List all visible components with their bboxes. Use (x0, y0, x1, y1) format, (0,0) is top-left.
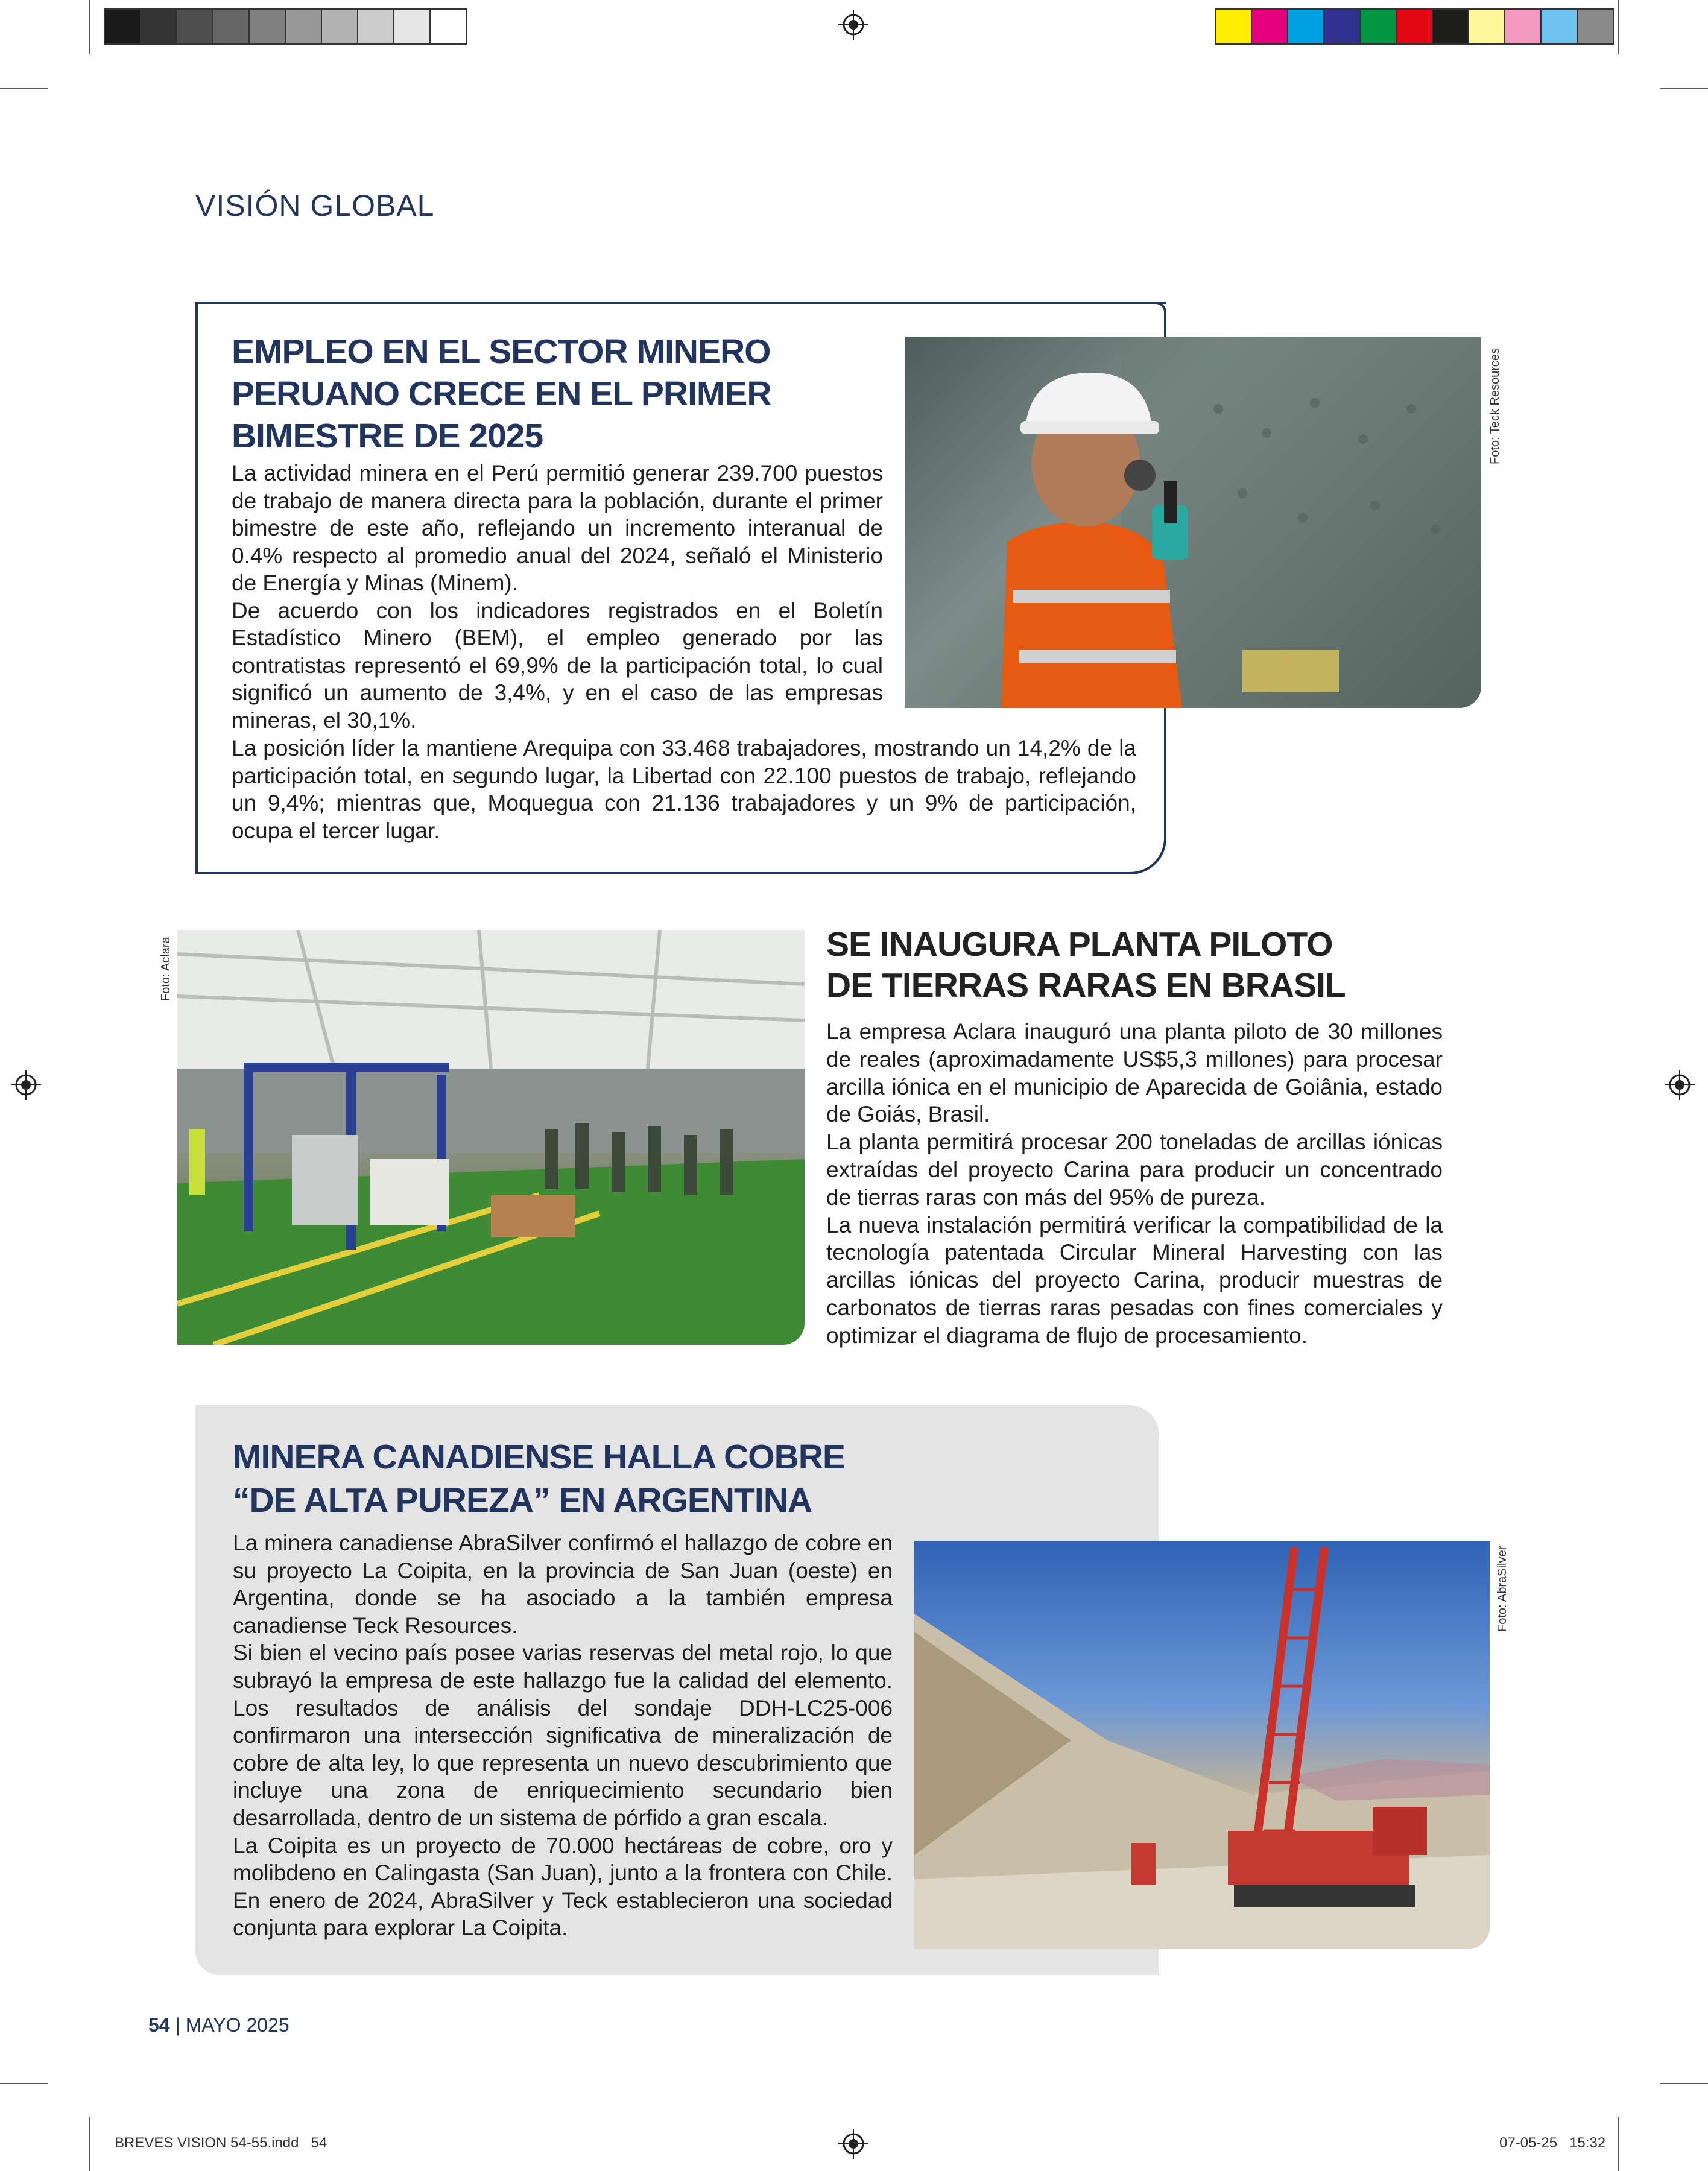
article2-photo-credit: Foto: Aclara (159, 937, 172, 1001)
registration-mark-icon (838, 10, 868, 40)
crop-mark (0, 88, 48, 89)
crop-mark (1660, 2083, 1708, 2084)
article2-title (826, 924, 1460, 1006)
crop-mark (89, 0, 90, 54)
article2-paragraph: La planta permitirá procesar 200 toneladas de arcillas iónicas extraídas del proyecto Carina para producir un concentrado de tierras raras con más del 95% de pureza. (826, 1130, 1443, 1210)
article1-paragraph: La posición líder la mantiene Arequipa con 33.468 trabajadores, mostrando un 14,2% de la participación total, en segundo lugar, la Libertad con 22.100 puestos de trabajo, reflejando un 9,4%; mientras que, Moquegua con 21.136 trabajadores y un 9% de participación, ocupa el tercer lugar. (232, 736, 1136, 843)
drill-rig-photo-illustration (914, 1541, 1490, 1949)
print-timestamp: 07-05-25 15:32 (1499, 2135, 1606, 2151)
registration-mark-icon (11, 1070, 41, 1100)
article2-body (826, 1018, 1443, 1350)
crop-mark (1618, 0, 1619, 54)
article1-photo-credit: Foto: Teck Resources (1488, 347, 1502, 464)
color-swatch (1397, 10, 1433, 43)
crop-mark (1618, 2117, 1619, 2171)
color-swatch (1324, 10, 1361, 43)
footer-separator: | (175, 2014, 180, 2036)
article3-paragraph: Si bien el vecino país posee varias reservas del metal rojo, lo que subrayó la empresa de este hallazgo fue la calidad del elemento. Los resultados de análisis del sondaje DDH-LC25-006 confirmaron una intersección significativa de mineralización de cobre de alta ley, lo que representa un nuevo descubrimiento que incluye una zona de enriquecimiento secundario bien desarrollada, dentro de un sistema de pórfido a gran escala. (233, 1640, 893, 1830)
article3-photo-drill-rig (914, 1541, 1490, 1949)
article3-title (233, 1435, 957, 1522)
color-swatch (1252, 10, 1288, 43)
section-label: VISIÓN GLOBAL (195, 189, 435, 223)
article2-paragraph: La empresa Aclara inauguró una planta piloto de 30 millones de reales (aproximadamente US$5,3 millones) para procesar arcilla iónica en el municipio de Aparecida de Goiânia, estado de Goiás, Brasil. (826, 1019, 1443, 1127)
article1-frame-left (195, 302, 198, 874)
color-calibration-bar (1215, 8, 1614, 45)
color-swatch (1505, 10, 1542, 43)
color-swatch (1433, 10, 1469, 43)
gray-swatch (214, 10, 250, 43)
article3-paragraph: La Coipita es un proyecto de 70.000 hectáreas de cobre, oro y molibdeno en Calingasta (San Juan), junto a la frontera con Chile. En enero de 2024, AbraSilver y Teck establecieron una sociedad conjunta para explorar La Coipita. (233, 1833, 893, 1941)
gray-swatch (286, 10, 322, 43)
article3-body (233, 1529, 893, 1942)
article1-title (232, 330, 895, 457)
crop-mark (0, 2083, 48, 2084)
plant-photo-illustration (177, 930, 805, 1345)
color-swatch (1578, 10, 1613, 43)
page-number: 54 (148, 2014, 170, 2036)
issue-date: MAYO 2025 (185, 2014, 289, 2036)
article1-title-line: PERUANO CRECE EN EL PRIMER (232, 374, 771, 413)
article3-title-line: “DE ALTA PUREZA” EN ARGENTINA (233, 1481, 812, 1520)
article2-paragraph: La nueva instalación permitirá verificar la compatibilidad de la tecnología patentada Circular Mineral Harvesting con las arcillas iónicas del proyecto Carina, producir muestras de carbonatos de tierras raras pesadas con fines comerciales y optimizar el diagrama de flujo de procesamiento. (826, 1212, 1443, 1348)
gray-swatch (141, 10, 177, 43)
article3-paragraph: La minera canadiense AbraSilver confirmó el hallazgo de cobre en su proyecto La Coipita, en la provincia de San Juan (oeste) en Argentina, donde se ha asociado a la también empresa canadiense Teck Resources. (233, 1531, 893, 1638)
gray-swatch (105, 10, 141, 43)
article1-body-top (232, 460, 883, 734)
article1-paragraph: De acuerdo con los indicadores registrados en el Boletín Estadístico Minero (BEM), el empleo generado por las contratistas representó el 69,9% de la participación total, lo cual significó un aumento de 3,4%, y en el caso de las empresas mineras, el 30,1%. (232, 598, 883, 733)
gray-swatch (250, 10, 286, 43)
gray-swatch (177, 10, 214, 43)
print-slug: BREVES VISION 54-55.indd 54 (115, 2135, 327, 2151)
gray-swatch (322, 10, 358, 43)
crop-mark (1660, 88, 1708, 89)
gray-swatch (358, 10, 394, 43)
miner-photo-illustration (905, 337, 1481, 708)
gray-calibration-bar (104, 8, 467, 45)
color-swatch (1216, 10, 1252, 43)
gray-swatch (394, 10, 431, 43)
article2-title-line: SE INAUGURA PLANTA PILOTO (826, 925, 1333, 964)
color-swatch (1361, 10, 1397, 43)
color-swatch (1469, 10, 1505, 43)
article3-title-line: MINERA CANADIENSE HALLA COBRE (233, 1438, 845, 1476)
color-swatch (1288, 10, 1324, 43)
article1-title-line: BIMESTRE DE 2025 (232, 417, 543, 455)
article2-photo-plant (177, 930, 805, 1345)
article3-photo-credit: Foto: AbraSilver (1496, 1546, 1509, 1632)
page-footer (148, 2014, 289, 2037)
article1-frame-top (195, 302, 1166, 304)
article2-title-line: DE TIERRAS RARAS EN BRASIL (826, 966, 1346, 1005)
color-swatch (1542, 10, 1578, 43)
registration-mark-icon (1665, 1070, 1695, 1100)
article1-title-line: EMPLEO EN EL SECTOR MINERO (232, 332, 771, 371)
crop-mark (89, 2117, 90, 2171)
gray-swatch (431, 10, 466, 43)
article1-paragraph: La actividad minera en el Perú permitió generar 239.700 puestos de trabajo de manera directa para la población, durante el primer bimestre de este año, reflejando un incremento interanual de 0.4% respecto al promedio anual del 2024, señaló el Ministerio de Energía y Minas (Minem). (232, 461, 883, 595)
registration-mark-icon (838, 2129, 868, 2159)
article1-photo-miner (905, 337, 1481, 708)
